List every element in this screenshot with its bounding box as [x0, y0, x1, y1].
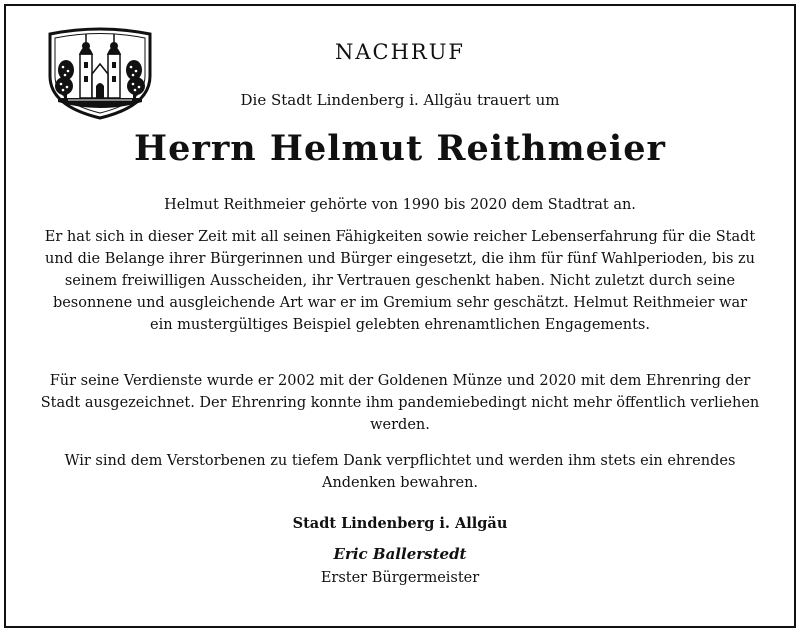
paragraph-honors: Für seine Verdienste wurde er 2002 mit der Goldenen Münze und 2020 mit dem Ehrenring der Stadt ausgezeichnet. Der Ehrenring konnte ihm pandemiebedingt nicht mehr öffentlich verliehen werden. [40, 373, 760, 433]
signer-name: Eric Ballerstedt [333, 545, 467, 563]
notice-heading: NACHRUF [334, 40, 465, 64]
intro-text: Die Stadt Lindenberg i. Allgäu trauert um [240, 91, 560, 109]
organization-name: Stadt Lindenberg i. Allgäu [292, 515, 508, 532]
paragraph-service-term: Helmut Reithmeier gehörte von 1990 bis 2020 dem Stadtrat an. [164, 197, 636, 213]
paragraph-commitment: Er hat sich in dieser Zeit mit all seinen Fähigkeiten sowie reicher Lebenserfahrung für die Stadt und die Belange ihrer Bürgerinnen und Bürger eingesetzt, die ihm für fünf Wahlperioden, bis zu seinem freiwilligen Ausscheiden, ihr Vertrauen geschenkt haben. Nicht zuletzt durch seine besonnene und ausgleichende Art war er im Gremium sehr geschätzt. Helmut Reithmeier war ein mustergültiges Beispiel gelebten ehrenamtlichen Engagements. [44, 229, 756, 333]
paragraph-gratitude: Wir sind dem Verstorbenen zu tiefem Dank verpflichtet und werden ihm stets ein ehrendes Andenken bewahren. [64, 453, 736, 491]
deceased-name: Herrn Helmut Reithmeier [134, 128, 666, 169]
signer-role: Erster Bürgermeister [320, 570, 480, 586]
